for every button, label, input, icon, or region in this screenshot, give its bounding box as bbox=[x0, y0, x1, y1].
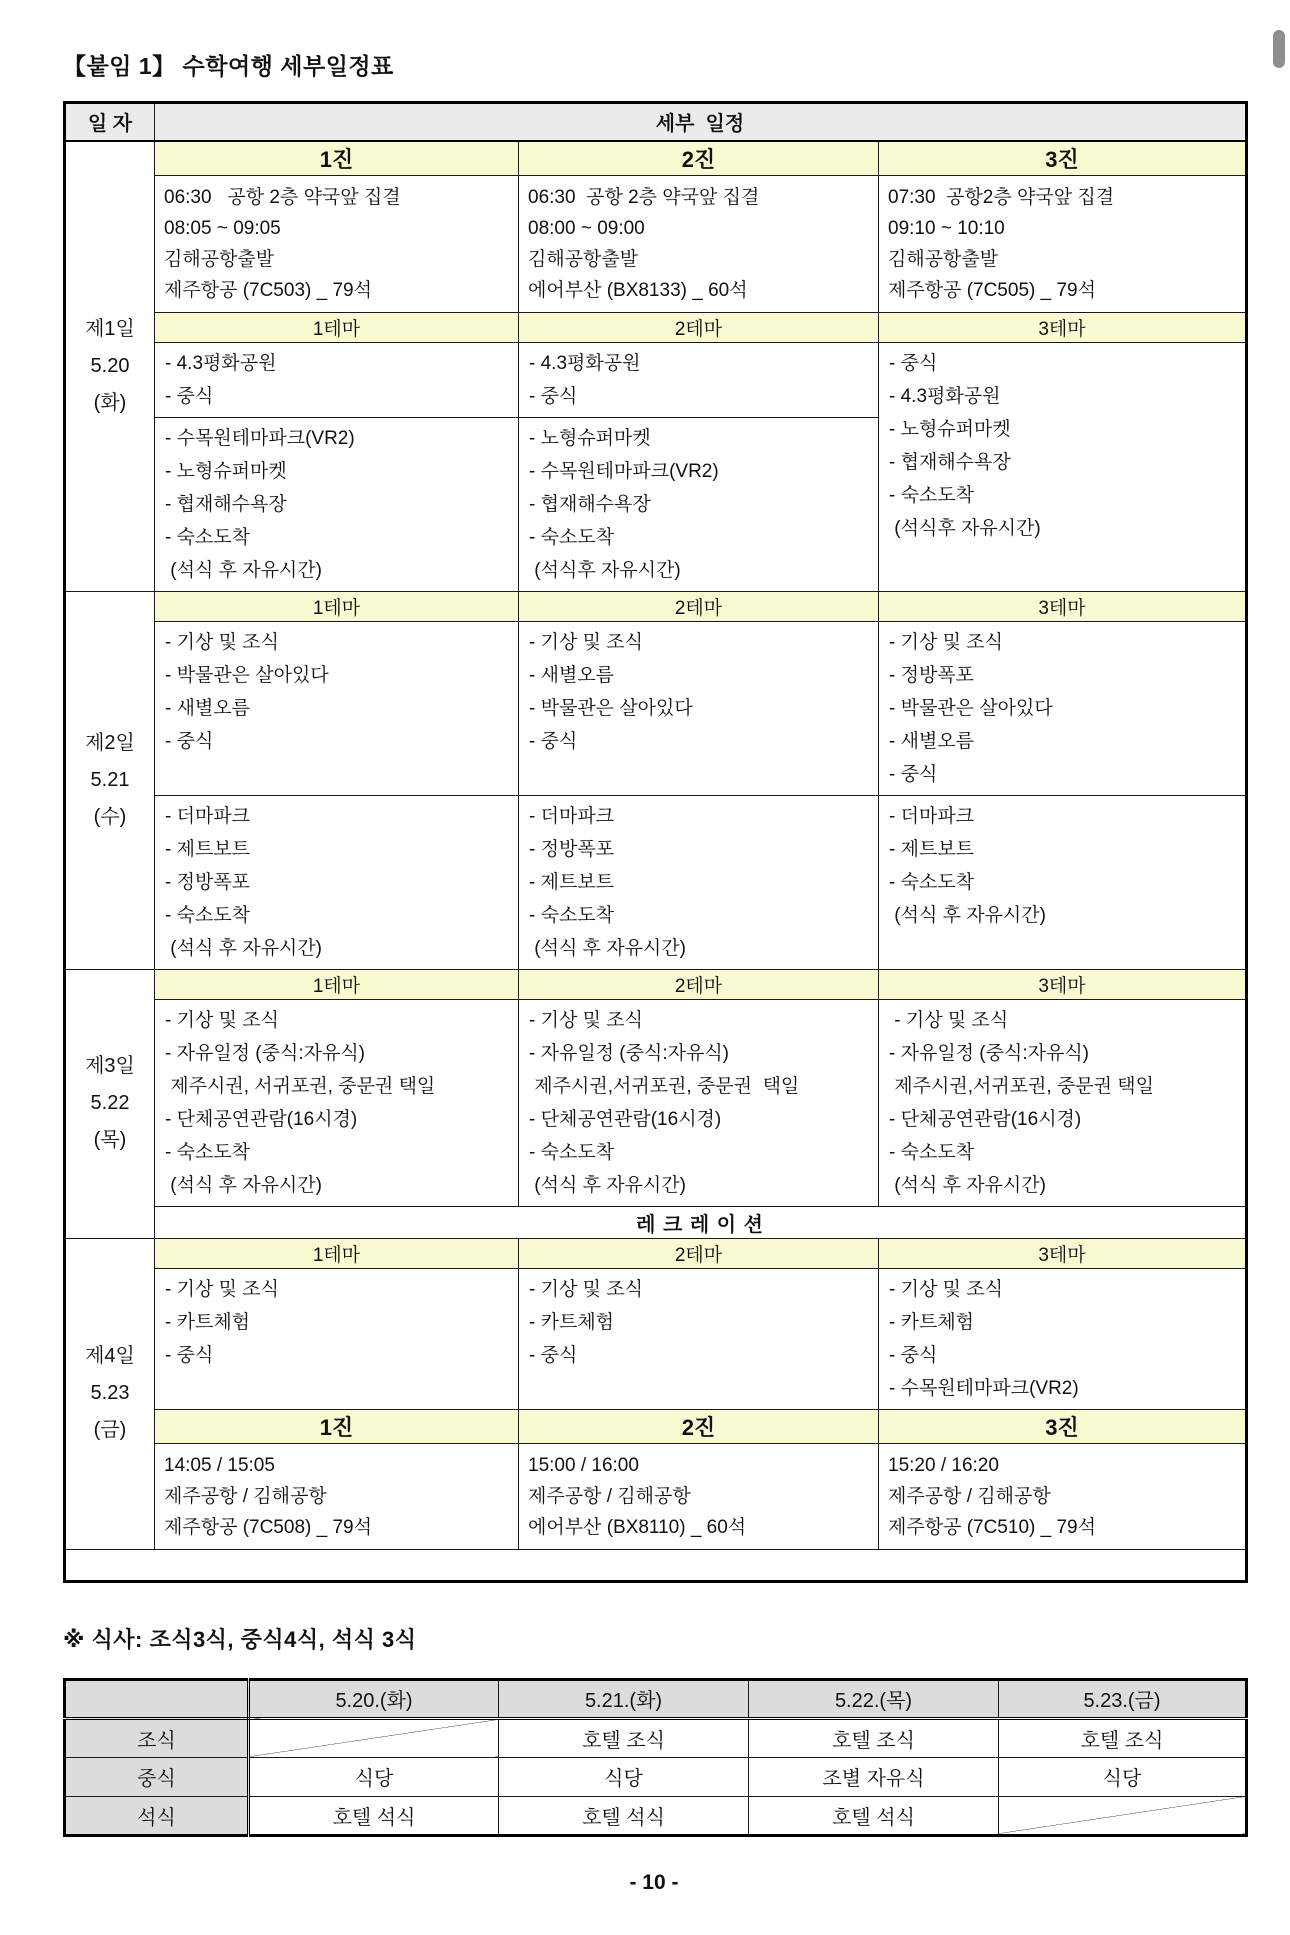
text-line: - 중식 bbox=[529, 1344, 578, 1366]
day4-flight-row bbox=[65, 1443, 1247, 1549]
day2-theme2-header: 2테마 bbox=[519, 591, 879, 621]
text-line: - 협재해수욕장 bbox=[889, 451, 1011, 473]
text-line: 제주항공 (7C508) _ 79석 bbox=[164, 1516, 372, 1538]
day1-flight-row bbox=[65, 175, 1247, 312]
text-line: 06:30 공항 2층 약국앞 집결 bbox=[528, 186, 760, 208]
text-line: - 숙소도착 bbox=[165, 1141, 251, 1163]
day2-activities-top-row bbox=[65, 621, 1247, 795]
text-line: - 협재해수욕장 bbox=[529, 493, 651, 515]
text-line: 제주항공 (7C510) _ 79석 bbox=[888, 1516, 1096, 1538]
meal-cell-lunch-4: 식당 bbox=[999, 1757, 1247, 1796]
meal-cell-lunch-1: 식당 bbox=[249, 1757, 499, 1796]
text-line: - 숙소도착 bbox=[165, 904, 251, 926]
text-line: - 단체공연관람(16시경) bbox=[889, 1108, 1082, 1130]
text-line: (석식 후 자유시간) bbox=[165, 1174, 322, 1196]
day2-theme3-header: 3테마 bbox=[879, 591, 1247, 621]
day1-date-cell bbox=[65, 141, 155, 592]
page-number: - 10 - bbox=[629, 1870, 679, 1894]
itinerary-header-row bbox=[65, 103, 1247, 141]
text-line: 15:20 / 16:20 bbox=[888, 1454, 999, 1476]
text-line: - 자유일정 (중식:자유식) bbox=[165, 1042, 366, 1064]
day1-activities-top-row bbox=[65, 342, 1247, 417]
meal-header-blank bbox=[65, 1679, 249, 1718]
text-line: 제주공항 / 김해공항 bbox=[528, 1485, 691, 1507]
day2-activities-bottom-2 bbox=[519, 795, 879, 969]
text-line: 08:00 ~ 09:00 bbox=[528, 217, 645, 239]
text-line: - 중식 bbox=[529, 385, 578, 407]
day3-activities-3 bbox=[879, 999, 1247, 1206]
text-line: - 중식 bbox=[889, 763, 938, 785]
text-line: - 4.3평화공원 bbox=[529, 352, 641, 374]
meal-label-lunch: 중식 bbox=[65, 1757, 249, 1796]
text-line: - 더마파크 bbox=[165, 805, 251, 827]
text-line: 김해공항출발 bbox=[164, 248, 275, 270]
text-line: - 기상 및 조식 bbox=[165, 1278, 279, 1300]
text-line: 09:10 ~ 10:10 bbox=[888, 217, 1005, 239]
meal-cell-lunch-2: 식당 bbox=[499, 1757, 749, 1796]
day2-activities-bottom-3 bbox=[879, 795, 1247, 969]
text-line: - 새별오름 bbox=[529, 664, 615, 686]
date-column-header: 일 자 bbox=[65, 103, 155, 141]
text-line: 5.23 bbox=[90, 1382, 130, 1404]
day2-theme1-header: 1테마 bbox=[155, 591, 519, 621]
day1-wave2-header: 2진 bbox=[519, 141, 879, 176]
day4-wave-row bbox=[65, 1409, 1247, 1443]
text-line: 제주항공 (7C503) _ 79석 bbox=[164, 279, 372, 301]
page-title: 【붙임 1】 수학여행 세부일정표 bbox=[63, 53, 394, 79]
text-line: 제주항공 (7C505) _ 79석 bbox=[888, 279, 1096, 301]
day1-theme2-header: 2테마 bbox=[519, 312, 879, 342]
meal-header-row bbox=[65, 1679, 1247, 1718]
text-line: 제주시권, 서귀포권, 중문권 택일 bbox=[165, 1075, 436, 1097]
text-line: - 수목원테마파크(VR2) bbox=[165, 427, 355, 449]
day3-date-cell bbox=[65, 969, 155, 1238]
text-line: 06:30 공항 2층 약국앞 집결 bbox=[164, 186, 401, 208]
day3-theme-row bbox=[65, 969, 1247, 999]
day1-flight-cell-2 bbox=[519, 175, 879, 312]
text-line: 제3일 bbox=[85, 1055, 135, 1077]
text-line: - 정방폭포 bbox=[529, 838, 615, 860]
text-line: 제주공항 / 김해공항 bbox=[164, 1485, 327, 1507]
day1-flight-cell-3 bbox=[879, 175, 1247, 312]
text-line: (금) bbox=[93, 1419, 127, 1441]
text-line: (석식 후 자유시간) bbox=[165, 559, 322, 581]
text-line: (석식 후 자유시간) bbox=[889, 1174, 1046, 1196]
day4-flight-cell-1 bbox=[155, 1443, 519, 1549]
recreation-label: 레 크 레 이 션 bbox=[155, 1206, 1247, 1238]
day1-wave1-header: 1진 bbox=[155, 141, 519, 176]
day1-activities-top-1 bbox=[155, 342, 519, 417]
text-line: - 기상 및 조식 bbox=[165, 1009, 279, 1031]
text-line: (화) bbox=[93, 391, 127, 414]
text-line: 제주시권,서귀포권, 중문권 택일 bbox=[889, 1075, 1154, 1097]
text-line: 5.22 bbox=[90, 1092, 130, 1114]
day3-activities-1 bbox=[155, 999, 519, 1206]
text-line: - 제트보트 bbox=[889, 838, 975, 860]
text-line: 07:30 공항2층 약국앞 집결 bbox=[888, 186, 1115, 208]
meal-label-breakfast: 조식 bbox=[65, 1718, 249, 1757]
text-line: - 새별오름 bbox=[165, 697, 251, 719]
day4-flight-cell-2 bbox=[519, 1443, 879, 1549]
text-line: - 수목원테마파크(VR2) bbox=[889, 1377, 1079, 1399]
text-line: - 숙소도착 bbox=[529, 526, 615, 548]
day4-wave2-header: 2진 bbox=[519, 1409, 879, 1443]
day3-theme2-header: 2테마 bbox=[519, 969, 879, 999]
text-line: 김해공항출발 bbox=[888, 248, 999, 270]
day2-activities-top-3 bbox=[879, 621, 1247, 795]
meal-row-dinner bbox=[65, 1796, 1247, 1835]
day1-theme-row bbox=[65, 312, 1247, 342]
meal-cell-lunch-3: 조별 자유식 bbox=[749, 1757, 999, 1796]
day4-date-cell bbox=[65, 1238, 155, 1549]
text-line: (석식 후 자유시간) bbox=[529, 937, 686, 959]
day1-activities-3 bbox=[879, 342, 1247, 591]
meal-cell-dinner-2: 호텔 석식 bbox=[499, 1796, 749, 1835]
day1-theme3-header: 3테마 bbox=[879, 312, 1247, 342]
text-line: (석식 후 자유시간) bbox=[889, 904, 1046, 926]
day3-theme1-header: 1테마 bbox=[155, 969, 519, 999]
text-line: (석식 후 자유시간) bbox=[529, 1174, 686, 1196]
schedule-column-header: 세부 일정 bbox=[155, 103, 1247, 141]
meal-row-lunch bbox=[65, 1757, 1247, 1796]
text-line: 5.20 bbox=[90, 354, 130, 377]
text-line: - 기상 및 조식 bbox=[529, 1278, 643, 1300]
text-line: - 자유일정 (중식:자유식) bbox=[889, 1042, 1090, 1064]
day3-activities-2 bbox=[519, 999, 879, 1206]
day4-activities-2 bbox=[519, 1268, 879, 1409]
text-line: - 4.3평화공원 bbox=[889, 385, 1001, 407]
text-line: 5.21 bbox=[90, 768, 130, 791]
text-line: - 제트보트 bbox=[529, 871, 615, 893]
text-line: - 카트체험 bbox=[529, 1311, 615, 1333]
meal-cell-breakfast-2: 호텔 조식 bbox=[499, 1718, 749, 1757]
text-line: - 기상 및 조식 bbox=[165, 631, 279, 653]
scrollbar-thumb[interactable] bbox=[1273, 30, 1285, 68]
text-line: - 협재해수욕장 bbox=[165, 493, 287, 515]
day4-activities-row bbox=[65, 1268, 1247, 1409]
meal-cell-dinner-1: 호텔 석식 bbox=[249, 1796, 499, 1835]
day4-flight-cell-3 bbox=[879, 1443, 1247, 1549]
text-line: - 제트보트 bbox=[165, 838, 251, 860]
day2-date-cell bbox=[65, 591, 155, 969]
text-line: - 단체공연관람(16시경) bbox=[165, 1108, 358, 1130]
text-line: - 4.3평화공원 bbox=[165, 352, 277, 374]
day4-theme2-header: 2테마 bbox=[519, 1238, 879, 1268]
day2-activities-bottom-row bbox=[65, 795, 1247, 969]
text-line: - 수목원테마파크(VR2) bbox=[529, 460, 719, 482]
text-line: (석식 후 자유시간) bbox=[165, 937, 322, 959]
text-line: 제주시권,서귀포권, 중문권 택일 bbox=[529, 1075, 800, 1097]
text-line: - 새별오름 bbox=[889, 730, 975, 752]
text-line: 14:05 / 15:05 bbox=[164, 1454, 275, 1476]
day4-theme1-header: 1테마 bbox=[155, 1238, 519, 1268]
meal-label-dinner: 석식 bbox=[65, 1796, 249, 1835]
text-line: - 기상 및 조식 bbox=[889, 1278, 1003, 1300]
itinerary-empty-row bbox=[65, 1549, 1247, 1581]
text-line: - 기상 및 조식 bbox=[529, 1009, 643, 1031]
day1-wave3-header: 3진 bbox=[879, 141, 1247, 176]
text-line: (목) bbox=[93, 1129, 127, 1151]
meal-header-date-4: 5.23.(금) bbox=[999, 1679, 1247, 1718]
meal-cell-dinner-3: 호텔 석식 bbox=[749, 1796, 999, 1835]
day4-activities-1 bbox=[155, 1268, 519, 1409]
text-line: - 박물관은 살아있다 bbox=[889, 697, 1053, 719]
text-line: 김해공항출발 bbox=[528, 248, 639, 270]
text-line: 15:00 / 16:00 bbox=[528, 1454, 639, 1476]
text-line: 제주공항 / 김해공항 bbox=[888, 1485, 1051, 1507]
meal-row-breakfast bbox=[65, 1718, 1247, 1757]
text-line: - 숙소도착 bbox=[889, 1141, 975, 1163]
meal-note: ※ 식사: 조식3식, 중식4식, 석식 3식 bbox=[63, 1626, 417, 1652]
text-line: - 중식 bbox=[165, 385, 214, 407]
text-line: - 숙소도착 bbox=[165, 526, 251, 548]
day1-activities-bottom-1 bbox=[155, 417, 519, 591]
text-line: - 카트체험 bbox=[889, 1311, 975, 1333]
day4-theme-row bbox=[65, 1238, 1247, 1268]
day3-activities-row bbox=[65, 999, 1247, 1206]
text-line: - 숙소도착 bbox=[529, 904, 615, 926]
text-line: - 숙소도착 bbox=[529, 1141, 615, 1163]
day1-wave-row bbox=[65, 141, 1247, 176]
text-line: - 중식 bbox=[165, 1344, 214, 1366]
text-line: - 단체공연관람(16시경) bbox=[529, 1108, 722, 1130]
text-line: - 박물관은 살아있다 bbox=[529, 697, 693, 719]
text-line: - 정방폭포 bbox=[889, 664, 975, 686]
text-line: - 박물관은 살아있다 bbox=[165, 664, 329, 686]
day2-activities-top-1 bbox=[155, 621, 519, 795]
day3-theme3-header: 3테마 bbox=[879, 969, 1247, 999]
text-line: 제2일 bbox=[85, 731, 135, 754]
recreation-row bbox=[65, 1206, 1247, 1238]
day4-wave3-header: 3진 bbox=[879, 1409, 1247, 1443]
text-line: 08:05 ~ 09:05 bbox=[164, 217, 281, 239]
meal-cell-dinner-4-crossed bbox=[999, 1796, 1247, 1835]
text-line: - 숙소도착 bbox=[889, 871, 975, 893]
text-line: - 노형슈퍼마켓 bbox=[889, 418, 1011, 440]
text-line: - 노형슈퍼마켓 bbox=[165, 460, 287, 482]
day1-activities-top-2 bbox=[519, 342, 879, 417]
text-line: 제4일 bbox=[85, 1345, 135, 1367]
meal-header-date-2: 5.21.(화) bbox=[499, 1679, 749, 1718]
day2-activities-bottom-1 bbox=[155, 795, 519, 969]
day1-theme1-header: 1테마 bbox=[155, 312, 519, 342]
meal-cell-breakfast-1-crossed bbox=[249, 1718, 499, 1757]
day1-flight-cell-1 bbox=[155, 175, 519, 312]
meal-table bbox=[63, 1678, 1248, 1837]
text-line: - 기상 및 조식 bbox=[889, 1009, 1009, 1031]
meal-header-date-3: 5.22.(목) bbox=[749, 1679, 999, 1718]
text-line: - 숙소도착 bbox=[889, 484, 975, 506]
day4-activities-3 bbox=[879, 1268, 1247, 1409]
text-line: - 노형슈퍼마켓 bbox=[529, 427, 651, 449]
text-line: - 카트체험 bbox=[165, 1311, 251, 1333]
text-line: 에어부산 (BX8133) _ 60석 bbox=[528, 279, 748, 301]
meal-header-date-1: 5.20.(화) bbox=[249, 1679, 499, 1718]
day1-activities-bottom-2 bbox=[519, 417, 879, 591]
day2-theme-row bbox=[65, 591, 1247, 621]
day4-theme3-header: 3테마 bbox=[879, 1238, 1247, 1268]
text-line: - 중식 bbox=[165, 730, 214, 752]
text-line: - 정방폭포 bbox=[165, 871, 251, 893]
text-line: - 더마파크 bbox=[889, 805, 975, 827]
text-line: (석식후 자유시간) bbox=[529, 559, 681, 581]
day2-activities-top-2 bbox=[519, 621, 879, 795]
text-line: - 기상 및 조식 bbox=[529, 631, 643, 653]
text-line: (수) bbox=[93, 805, 127, 828]
text-line: - 중식 bbox=[889, 1344, 938, 1366]
meal-cell-breakfast-3: 호텔 조식 bbox=[749, 1718, 999, 1757]
meal-cell-breakfast-4: 호텔 조식 bbox=[999, 1718, 1247, 1757]
text-line: - 중식 bbox=[529, 730, 578, 752]
text-line: - 기상 및 조식 bbox=[889, 631, 1003, 653]
empty-cell bbox=[65, 1549, 1247, 1581]
text-line: (석식후 자유시간) bbox=[889, 517, 1041, 539]
text-line: - 중식 bbox=[889, 352, 938, 374]
day4-wave1-header: 1진 bbox=[155, 1409, 519, 1443]
itinerary-table bbox=[63, 101, 1248, 1583]
text-line: 에어부산 (BX8110) _ 60석 bbox=[528, 1516, 747, 1538]
text-line: - 더마파크 bbox=[529, 805, 615, 827]
text-line: 제1일 bbox=[85, 317, 135, 340]
text-line: - 자유일정 (중식:자유식) bbox=[529, 1042, 730, 1064]
